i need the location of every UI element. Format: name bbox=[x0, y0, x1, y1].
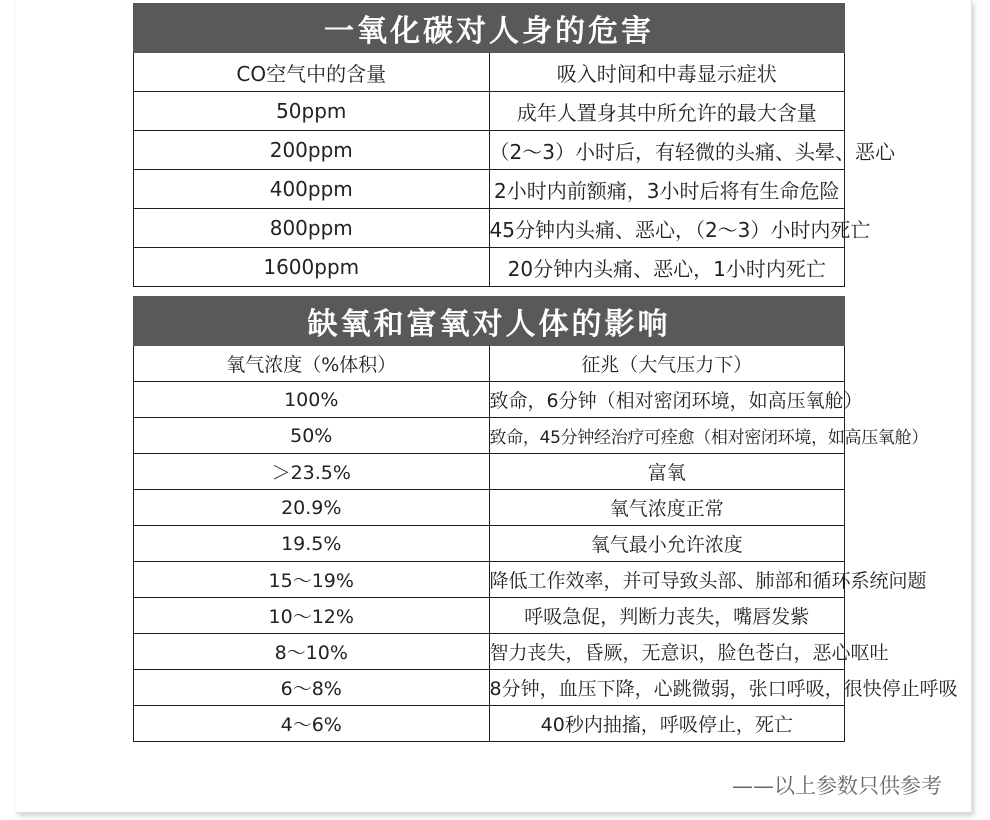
table-row bbox=[134, 490, 845, 526]
o2-concentration-cell: 15～19% bbox=[134, 562, 490, 598]
table-row bbox=[134, 706, 845, 742]
table-row bbox=[134, 170, 845, 209]
o2-table-header-row bbox=[134, 346, 845, 382]
co-concentration-cell: 400ppm bbox=[134, 170, 490, 209]
o2-symptom-cell: 致命，6分钟（相对密闭环境，如高压氧舱） bbox=[489, 382, 845, 418]
o2-concentration-cell: 4～6% bbox=[134, 706, 490, 742]
table-row bbox=[134, 92, 845, 131]
table-row bbox=[134, 526, 845, 562]
table-row bbox=[134, 634, 845, 670]
table-row bbox=[134, 598, 845, 634]
co-table-title: 一氧化碳对人身的危害 bbox=[134, 4, 845, 53]
co-table-header-row bbox=[134, 53, 845, 92]
o2-symptom-cell: 氧气浓度正常 bbox=[489, 490, 845, 526]
o2-symptom-cell: 8分钟，血压下降，心跳微弱，张口呼吸，很快停止呼吸 bbox=[489, 670, 845, 706]
co-symptom-cell: （2～3）小时后，有轻微的头痛、头晕、恶心 bbox=[489, 131, 845, 170]
o2-header-symptoms: 征兆（大气压力下） bbox=[489, 346, 845, 382]
o2-symptom-cell: 降低工作效率，并可导致头部、肺部和循环系统问题 bbox=[489, 562, 845, 598]
o2-symptom-cell: 氧气最小允许浓度 bbox=[489, 526, 845, 562]
table-row bbox=[134, 382, 845, 418]
o2-concentration-cell: ＞23.5% bbox=[134, 454, 490, 490]
oxygen-effects-table bbox=[133, 296, 958, 742]
o2-concentration-cell: 8～10% bbox=[134, 634, 490, 670]
co-concentration-cell: 1600ppm bbox=[134, 248, 490, 287]
co-symptom-cell: 成年人置身其中所允许的最大含量 bbox=[489, 92, 845, 131]
o2-symptom-cell: 智力丧失，昏厥，无意识，脸色苍白，恶心呕吐 bbox=[489, 634, 845, 670]
co-header-symptoms: 吸入时间和中毒显示症状 bbox=[489, 53, 845, 92]
table-row bbox=[134, 562, 845, 598]
o2-concentration-cell: 50% bbox=[134, 418, 490, 454]
table-row bbox=[134, 131, 845, 170]
co-symptom-cell: 45分钟内头痛、恶心，（2～3）小时内死亡 bbox=[489, 209, 845, 248]
o2-header-concentration: 氧气浓度（%体积） bbox=[134, 346, 490, 382]
table-row bbox=[134, 670, 845, 706]
co-concentration-cell: 50ppm bbox=[134, 92, 490, 131]
table-row bbox=[134, 418, 845, 454]
o2-symptom-cell: 致命，45分钟经治疗可痊愈（相对密闭环境，如高压氧舱） bbox=[489, 418, 845, 454]
reference-note: ——以上参数只供参考 bbox=[732, 774, 942, 798]
co-hazard-table bbox=[133, 3, 895, 287]
o2-concentration-cell: 6～8% bbox=[134, 670, 490, 706]
table-row bbox=[134, 454, 845, 490]
co-symptom-cell: 20分钟内头痛、恶心，1小时内死亡 bbox=[489, 248, 845, 287]
co-header-concentration: CO空气中的含量 bbox=[134, 53, 490, 92]
o2-symptom-cell: 呼吸急促，判断力丧失，嘴唇发紫 bbox=[489, 598, 845, 634]
co-concentration-cell: 200ppm bbox=[134, 131, 490, 170]
table-row bbox=[134, 248, 845, 287]
o2-concentration-cell: 100% bbox=[134, 382, 490, 418]
co-symptom-cell: 2小时内前额痛，3小时后将有生命危险 bbox=[489, 170, 845, 209]
o2-symptom-cell: 富氧 bbox=[489, 454, 845, 490]
o2-concentration-cell: 19.5% bbox=[134, 526, 490, 562]
o2-concentration-cell: 10～12% bbox=[134, 598, 490, 634]
o2-symptom-cell: 40秒内抽搐，呼吸停止，死亡 bbox=[489, 706, 845, 742]
table-row bbox=[134, 209, 845, 248]
co-concentration-cell: 800ppm bbox=[134, 209, 490, 248]
o2-table-title: 缺氧和富氧对人体的影响 bbox=[134, 297, 845, 346]
o2-concentration-cell: 20.9% bbox=[134, 490, 490, 526]
